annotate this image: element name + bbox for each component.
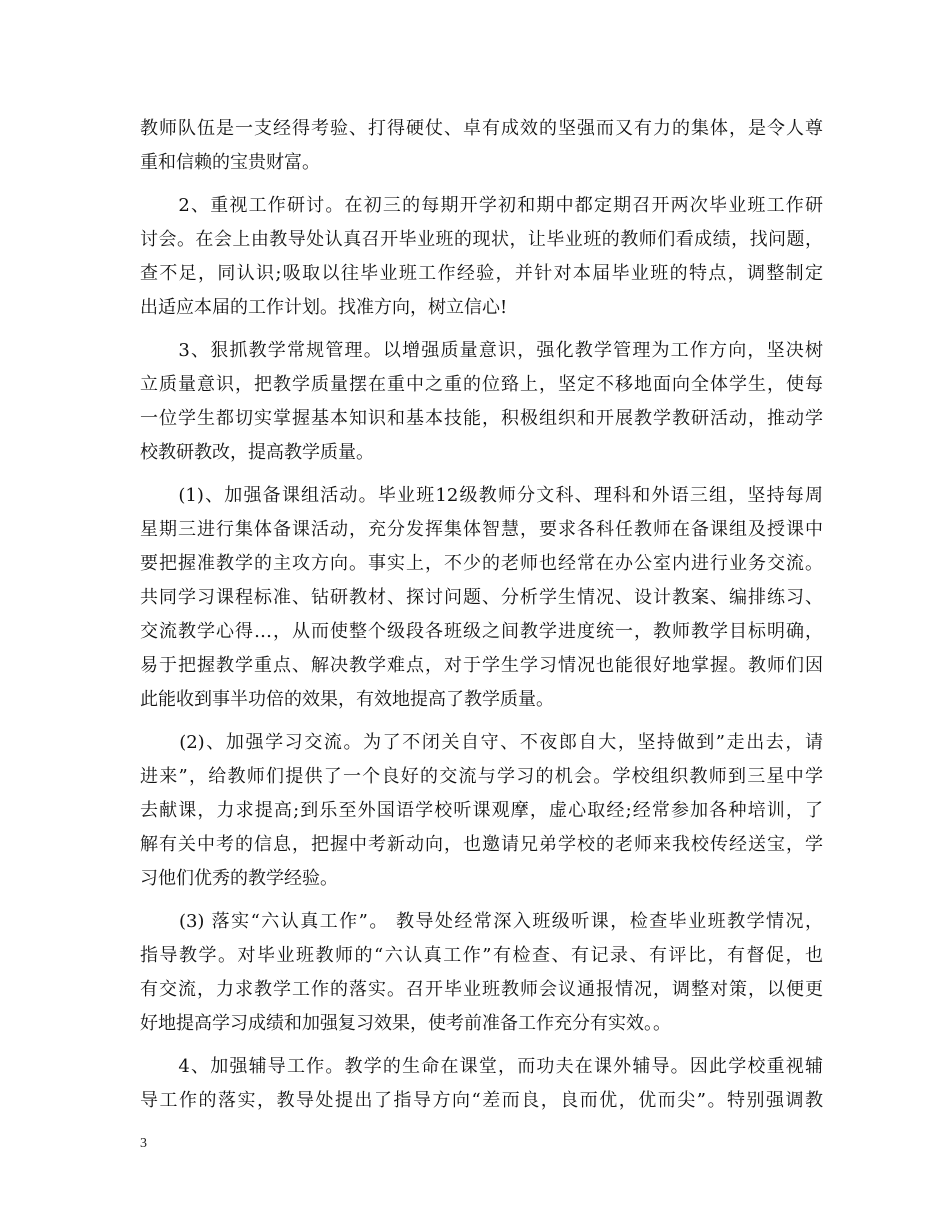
paragraph-1 (140, 112, 823, 180)
paragraph-7 (140, 1050, 823, 1118)
text-line: 重和信赖的宝贵财富。 (140, 152, 320, 173)
text-line: 进来”，给教师们提供了一个良好的交流与学习的机会。学校组织教师到三星中学 (140, 766, 823, 787)
text-line: (3) 落实“六认真工作”。 教导处经常深入班级听课，检查毕业班教学情况， (140, 911, 823, 932)
text-line: 共同学习课程标准、钻研教材、探讨问题、分析学生情况、设计教案、编排练习、 (140, 587, 823, 608)
text-line: 去献课，力求提高;到乐至外国语学校听课观摩，虚心取经;经常参加各种培训，了 (140, 800, 823, 821)
text-line: 易于把握教学重点、解决教学难点，对于学生学习情况也能很好地掌握。教师们因 (140, 655, 823, 676)
text-line: 此能收到事半功倍的效果，有效地提高了教学质量。 (140, 689, 554, 710)
paragraph-5 (140, 726, 823, 896)
page-number: 3 (140, 1136, 147, 1151)
text-line: 要把握准教学的主攻方向。事实上，不少的老师也经常在办公室内进行业务交流。 (140, 553, 823, 574)
text-line: 指导教学。对毕业班教师的“六认真工作”有检查、有记录、有评比，有督促，也 (140, 945, 823, 966)
text-line: 一位学生都切实掌握基本知识和基本技能，积极组织和开展教学教研活动，推动学 (140, 408, 823, 429)
text-line: 导工作的落实，教导处提出了指导方向“差而良，良而优，优而尖”。特别强调教 (140, 1090, 823, 1111)
text-line: 有交流，力求教学工作的落实。召开毕业班教师会议通报情况，调整对策，以便更 (140, 979, 823, 1000)
text-line: 星期三进行集体备课活动，充分发挥集体智慧，要求各科任教师在备课组及授课中 (140, 519, 823, 540)
text-line: 交流教学心得…，从而使整个级段各班级之间教学进度统一，教师教学目标明确， (140, 621, 823, 642)
text-line: 4、加强辅导工作。教学的生命在课堂，而功夫在课外辅导。因此学校重视辅 (140, 1056, 823, 1077)
text-line: 3、狠抓教学常规管理。以增强质量意识，强化教学管理为工作方向，坚决树 (140, 340, 823, 361)
text-line: (1)、加强备课组活动。毕业班12级教师分文科、理科和外语三组，坚持每周 (140, 485, 823, 506)
paragraph-4 (140, 479, 823, 717)
text-line: 校教研教改，提高教学质量。 (140, 442, 374, 463)
text-line: 讨会。在会上由教导处认真召开毕业班的现状，让毕业班的教师们看成绩，找问题， (140, 229, 823, 250)
text-line: 习他们优秀的教学经验。 (140, 868, 338, 889)
text-line: (2)、加强学习交流。为了不闭关自守、不夜郎自大，坚持做到”走出去，请 (140, 732, 823, 753)
text-line: 2、重视工作研讨。在初三的每期开学初和期中都定期召开两次毕业班工作研 (140, 195, 823, 216)
text-line: 立质量意识，把教学质量摆在重中之重的位臵上，坚定不移地面向全体学生，使每 (140, 374, 823, 395)
text-line: 查不足，同认识;吸取以往毕业班工作经验，并针对本届毕业班的特点，调整制定 (140, 263, 823, 284)
document-body (140, 112, 823, 1127)
text-line: 解有关中考的信息，把握中考新动向，也邀请兄弟学校的老师来我校传经送宝，学 (140, 834, 823, 855)
paragraph-2 (140, 189, 823, 325)
text-line: 好地提高学习成绩和加强复习效果，使考前准备工作充分有实效。。 (140, 1013, 671, 1034)
paragraph-3 (140, 334, 823, 470)
text-line: 教师队伍是一支经得考验、打得硬仗、卓有成效的坚强而又有力的集体，是令人尊 (140, 118, 823, 139)
text-line: 出适应本届的工作计划。找准方向，树立信心! (140, 297, 508, 318)
paragraph-6 (140, 905, 823, 1041)
